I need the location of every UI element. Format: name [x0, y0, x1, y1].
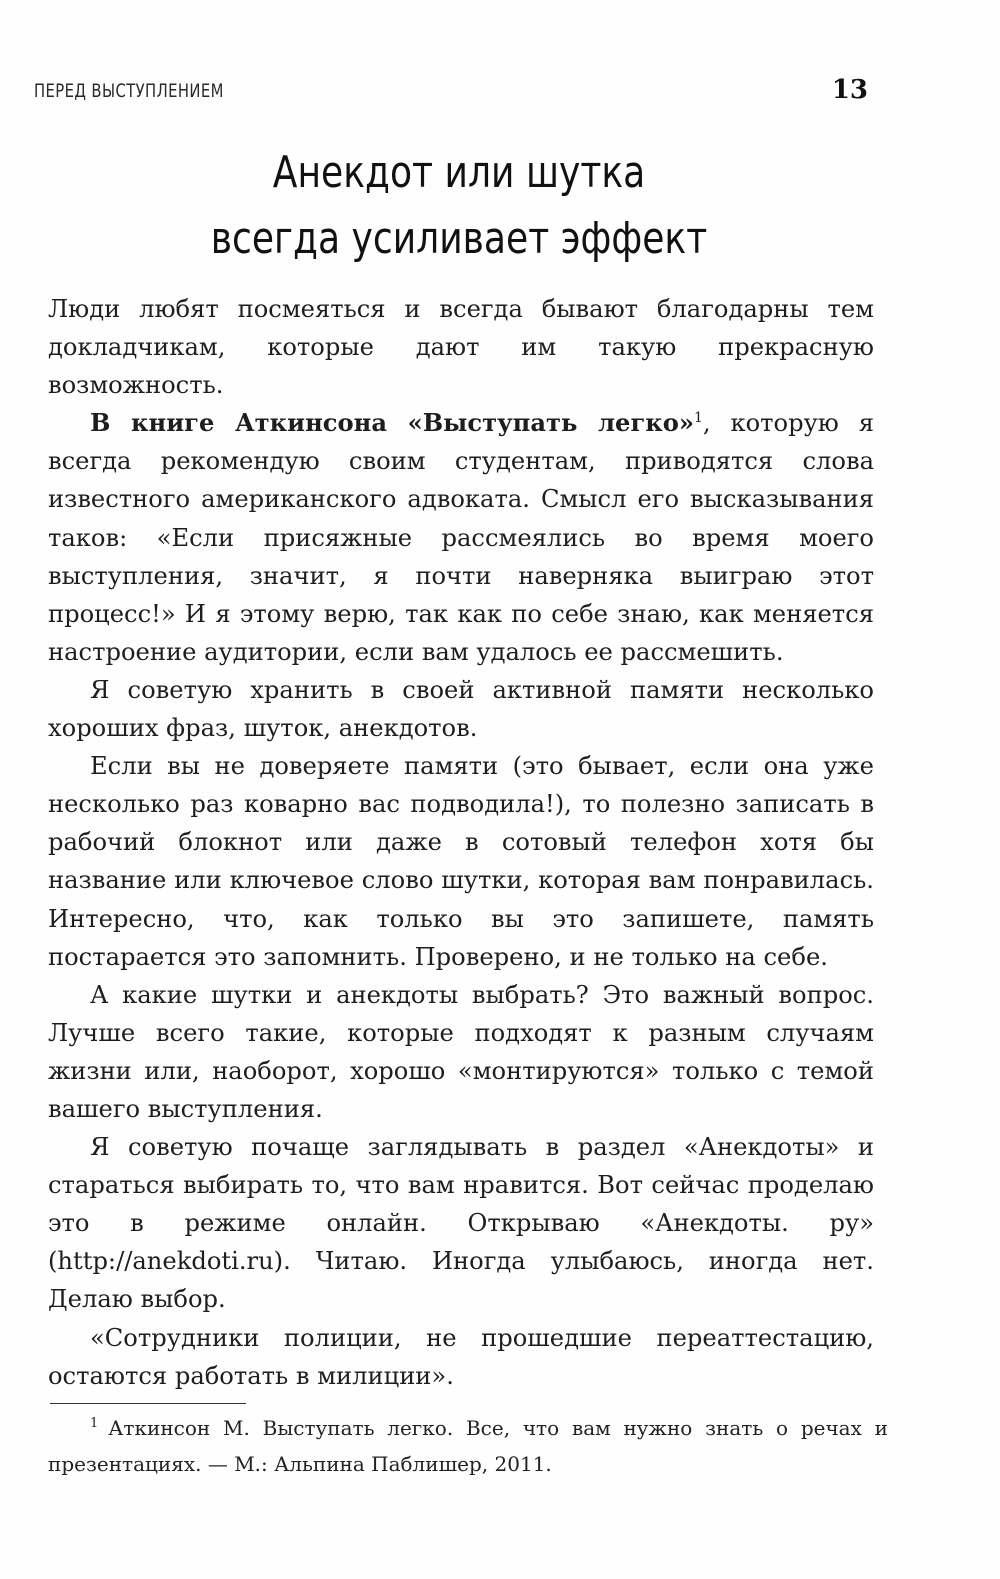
paragraph-3: Я советую хранить в своей активной памяти несколько хороших фраз, шуток, анекдотов. [48, 675, 874, 743]
running-head: ПЕРЕД ВЫСТУПЛЕНИЕМ [34, 80, 224, 102]
chapter-title [0, 140, 918, 272]
paragraph-2 [48, 404, 874, 671]
paragraph-4: Если вы не доверяете памяти (это бывает, если она уже несколько раз коварно вас подводила!), то полезно записать в рабочий блокнот или даже в сотовый телефон хотя бы название или ключевое слово шутки, которая вам понравилась. Интересно, что, как только вы это запишете, память постарается это запомнить. Проверено, и не только на себе. [48, 752, 874, 971]
paragraph-7: «Сотрудники полиции, не прошедшие переаттестацию, остаются работать в милиции». [48, 1323, 874, 1390]
footnote-text: Аткинсон М. Выступать легко. Все, что вам нужно знать о речах и презентациях. — М.: Альпина Паблишер, 2011. [48, 1416, 888, 1476]
chapter-title-line-1: Анекдот или шутка [272, 147, 646, 198]
footnote-reference: 1 [693, 410, 703, 427]
paragraph-2-text: , которую я всегда рекомендую своим студентам, приводятся слова известного американского адвоката. Смысл его высказывания таков: «Если присяжные рассмеялись во время моего выступления, значит, я почти наверняка выиграю этот процесс!» И я этому верю, так как по себе знаю, как меняется настроение аудитории, если вам удалось ее рассмешить. [48, 409, 874, 666]
chapter-title-line-2: всегда усиливает эффект [210, 213, 708, 264]
footnote [48, 1410, 888, 1482]
paragraph-1: Люди любят посмеяться и всегда бывают благодарны тем докладчикам, которые дают им такую прекрасную возможность. [48, 295, 874, 400]
paragraph-6: Я советую почаще заглядывать в раздел «Анекдоты» и стараться выбирать то, что вам нравится. Вот сейчас проделаю это в режиме онлайн. Открываю «Анекдоты. ру» (http://anekdoti.ru). Читаю. Иногда улыбаюсь, иногда нет. Делаю выбор. [48, 1133, 874, 1314]
body-text [48, 290, 874, 1395]
footnote-mark: 1 [90, 1416, 99, 1432]
book-reference: В книге Аткинсона «Выступать легко» [90, 408, 694, 438]
page-number: 13 [831, 75, 868, 105]
footnote-divider [50, 1403, 246, 1404]
paragraph-5: А какие шутки и анекдоты выбрать? Это важный вопрос. Лучше всего такие, которые подходят к разным случаям жизни или, наоборот, хорошо «монтируются» только с темой вашего выступления. [48, 980, 874, 1123]
